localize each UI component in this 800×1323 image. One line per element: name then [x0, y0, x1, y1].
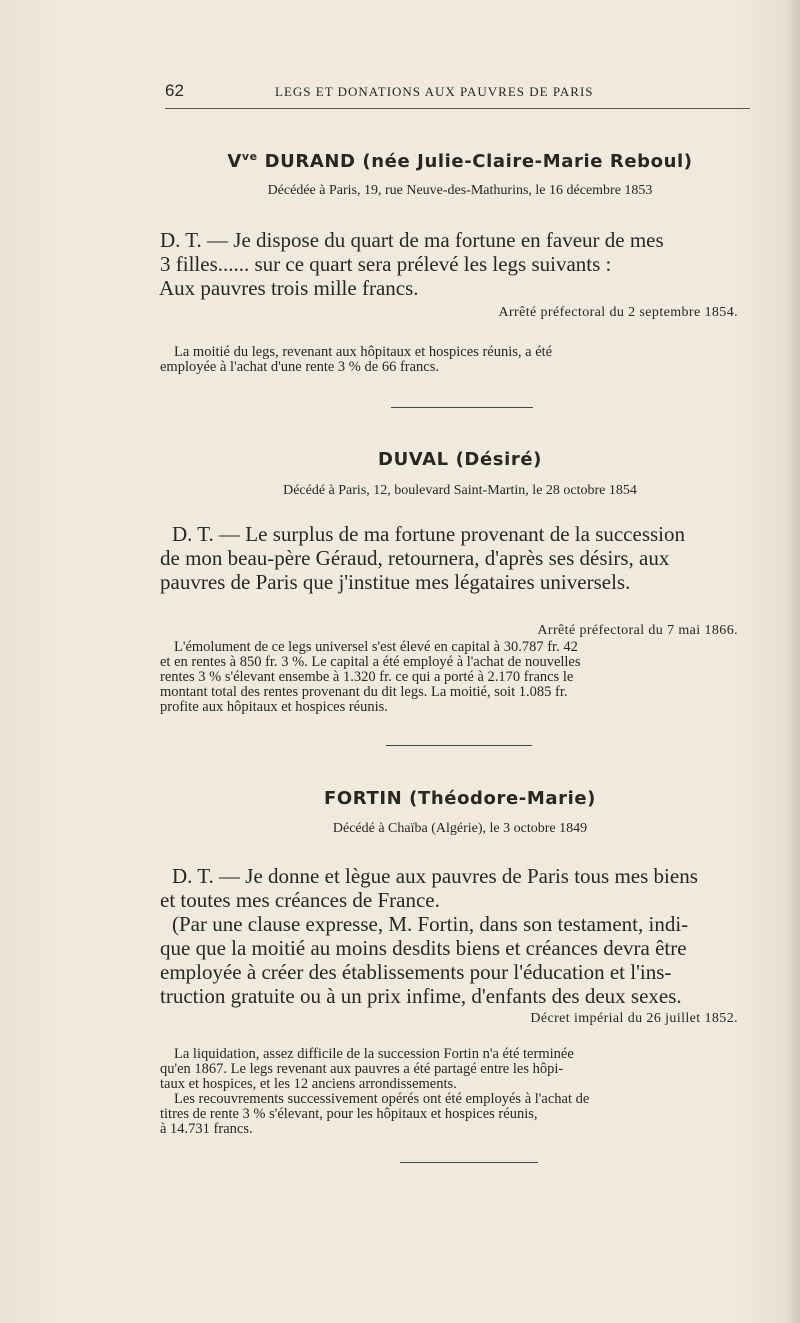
title-superscript: ve	[241, 150, 258, 163]
title-main: DURAND (née Julie-Claire-Marie Reboul)	[257, 151, 693, 172]
note-line: taux et hospices, et les 12 anciens arrondissements.	[160, 1076, 457, 1092]
testament-line: pauvres de Paris que j'institue mes légataires universels.	[160, 570, 631, 594]
note-line: La liquidation, assez difficile de la succession Fortin n'a été terminée	[174, 1046, 574, 1062]
testament-durand	[160, 228, 765, 300]
note-line: qu'en 1867. Le legs revenant aux pauvres a été partagé entre les hôpi-	[160, 1061, 564, 1077]
title-prefix: V	[227, 151, 242, 172]
note-line: Les recouvrements successivement opérés ont été employés à l'achat de	[174, 1091, 590, 1107]
decease-line-duval: Décédé à Paris, 12, boulevard Saint-Martin, le 28 octobre 1854	[283, 483, 637, 498]
separator-rule	[391, 407, 533, 408]
note-duval	[160, 640, 765, 715]
arrete-durand: Arrêté préfectoral du 2 septembre 1854.	[498, 305, 738, 320]
page-number: 62	[165, 81, 184, 100]
header-rule	[165, 108, 750, 109]
note-line: et en rentes à 850 fr. 3 %. Le capital a été employé à l'achat de nouvelles	[160, 654, 581, 670]
testament-fortin	[160, 864, 765, 1008]
note-line: La moitié du legs, revenant aux hôpitaux et hospices réunis, a été	[174, 344, 553, 360]
note-line: profite aux hôpitaux et hospices réunis.	[160, 699, 388, 715]
separator-rule	[386, 745, 532, 746]
note-line: L'émolument de ce legs universel s'est élevé en capital à 30.787 fr. 42	[174, 639, 578, 655]
testament-line: employée à créer des établissements pour l'éducation et l'ins-	[160, 960, 672, 984]
testament-line: (Par une clause expresse, M. Fortin, dans son testament, indi-	[172, 912, 689, 936]
testament-line: truction gratuite ou à un prix infime, d'enfants des deux sexes.	[160, 984, 682, 1008]
arrete-duval: Arrêté préfectoral du 7 mai 1866.	[537, 623, 738, 638]
note-fortin	[160, 1047, 765, 1137]
decease-line-durand: Décédée à Paris, 19, rue Neuve-des-Mathurins, le 16 décembre 1853	[267, 183, 653, 198]
testament-line: et toutes mes créances de France.	[160, 888, 440, 912]
page-edge-shadow	[786, 0, 800, 1323]
testament-line: que que la moitié au moins desdits biens et créances devra être	[160, 936, 687, 960]
page-header	[165, 81, 750, 105]
entry-title-fortin: FORTIN (Théodore-Marie)	[324, 788, 596, 809]
testament-line: de mon beau-père Géraud, retournera, d'après ses désirs, aux	[160, 546, 670, 570]
entry-title-durand	[160, 150, 760, 172]
running-title: LEGS ET DONATIONS AUX PAUVRES DE PARIS	[275, 84, 594, 99]
testament-line: 3 filles...... sur ce quart sera prélevé les legs suivants :	[160, 252, 612, 276]
decease-line-fortin: Décédé à Chaïba (Algérie), le 3 octobre 1849	[332, 821, 588, 836]
testament-line: Aux pauvres trois mille francs.	[159, 276, 419, 300]
note-line: employée à l'achat d'une rente 3 % de 66 francs.	[160, 359, 439, 375]
testament-line: D. T. — Je donne et lègue aux pauvres de Paris tous mes biens	[172, 864, 698, 888]
testament-duval	[160, 522, 765, 594]
note-line: à 14.731 francs.	[160, 1121, 253, 1137]
separator-rule	[400, 1162, 538, 1163]
note-line: titres de rente 3 % s'élevant, pour les hôpitaux et hospices réunis,	[160, 1106, 538, 1122]
testament-line: D. T. — Le surplus de ma fortune provenant de la succession	[172, 522, 686, 546]
note-durand	[160, 345, 765, 375]
testament-line: D. T. — Je dispose du quart de ma fortune en faveur de mes	[160, 228, 664, 252]
arrete-fortin: Décret impérial du 26 juillet 1852.	[530, 1011, 738, 1026]
note-line: montant total des rentes provenant du dit legs. La moitié, soit 1.085 fr.	[160, 684, 568, 700]
entry-title-duval: DUVAL (Désiré)	[378, 449, 542, 470]
note-line: rentes 3 % s'élevant ensembe à 1.320 fr. ce qui a porté à 2.170 francs le	[160, 669, 574, 685]
